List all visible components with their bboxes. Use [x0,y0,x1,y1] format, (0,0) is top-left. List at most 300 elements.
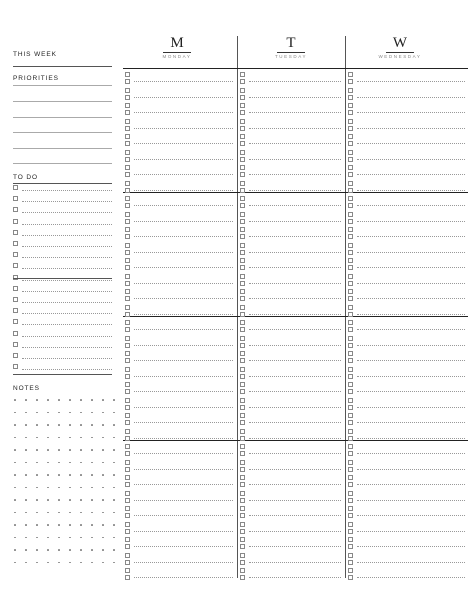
task-line[interactable] [134,159,233,160]
task-checkbox[interactable] [125,482,130,487]
task-line[interactable] [249,314,341,315]
task-line[interactable] [249,376,341,377]
task-line[interactable] [134,252,233,253]
task-checkbox[interactable] [240,119,245,124]
task-line[interactable] [357,531,465,532]
task-checkbox[interactable] [348,312,353,317]
task-line[interactable] [134,515,233,516]
todo-line[interactable] [22,268,112,269]
todo-checkbox[interactable] [13,230,18,235]
task-checkbox[interactable] [240,212,245,217]
task-line[interactable] [357,267,465,268]
todo-line[interactable] [22,324,112,325]
task-checkbox[interactable] [240,513,245,518]
task-line[interactable] [357,329,465,330]
task-line[interactable] [134,283,233,284]
task-line[interactable] [249,438,341,439]
task-checkbox[interactable] [240,79,245,84]
task-line[interactable] [249,267,341,268]
task-checkbox[interactable] [348,389,353,394]
task-checkbox[interactable] [240,560,245,565]
task-line[interactable] [134,329,233,330]
task-line[interactable] [357,515,465,516]
task-line[interactable] [134,531,233,532]
todo-line[interactable] [22,302,112,303]
task-checkbox[interactable] [348,475,353,480]
task-checkbox[interactable] [240,522,245,527]
task-checkbox[interactable] [125,289,130,294]
task-checkbox[interactable] [240,110,245,115]
task-checkbox[interactable] [125,327,130,332]
task-checkbox[interactable] [125,420,130,425]
task-checkbox[interactable] [240,234,245,239]
task-line[interactable] [134,484,233,485]
task-checkbox[interactable] [125,79,130,84]
task-checkbox[interactable] [348,250,353,255]
task-line[interactable] [134,97,233,98]
task-checkbox[interactable] [240,460,245,465]
task-line[interactable] [357,314,465,315]
task-checkbox[interactable] [348,157,353,162]
todo-line[interactable] [22,369,112,370]
task-line[interactable] [357,205,465,206]
task-line[interactable] [134,438,233,439]
task-checkbox[interactable] [125,413,130,418]
task-checkbox[interactable] [348,436,353,441]
task-checkbox[interactable] [125,72,130,77]
task-line[interactable] [249,283,341,284]
task-checkbox[interactable] [125,320,130,325]
task-checkbox[interactable] [240,258,245,263]
task-line[interactable] [249,469,341,470]
task-line[interactable] [134,221,233,222]
task-checkbox[interactable] [348,336,353,341]
task-checkbox[interactable] [125,444,130,449]
task-checkbox[interactable] [348,343,353,348]
task-checkbox[interactable] [348,119,353,124]
todo-checkbox[interactable] [13,342,18,347]
todo-checkbox[interactable] [13,308,18,313]
task-checkbox[interactable] [348,219,353,224]
task-line[interactable] [357,438,465,439]
todo-checkbox[interactable] [13,207,18,212]
todo-line[interactable] [22,190,112,191]
todo-checkbox[interactable] [13,319,18,324]
task-checkbox[interactable] [348,110,353,115]
task-checkbox[interactable] [240,405,245,410]
task-line[interactable] [249,562,341,563]
task-checkbox[interactable] [240,72,245,77]
task-checkbox[interactable] [348,320,353,325]
task-line[interactable] [357,469,465,470]
todo-checkbox[interactable] [13,252,18,257]
task-checkbox[interactable] [348,444,353,449]
task-checkbox[interactable] [125,296,130,301]
task-checkbox[interactable] [348,126,353,131]
task-checkbox[interactable] [125,475,130,480]
todo-checkbox[interactable] [13,331,18,336]
task-line[interactable] [357,484,465,485]
task-checkbox[interactable] [348,165,353,170]
task-checkbox[interactable] [125,429,130,434]
task-checkbox[interactable] [348,281,353,286]
task-line[interactable] [134,546,233,547]
task-line[interactable] [249,422,341,423]
task-checkbox[interactable] [125,119,130,124]
todo-checkbox[interactable] [13,241,18,246]
task-checkbox[interactable] [125,498,130,503]
task-line[interactable] [357,422,465,423]
task-checkbox[interactable] [240,351,245,356]
todo-line[interactable] [22,201,112,202]
task-line[interactable] [249,159,341,160]
task-line[interactable] [134,236,233,237]
task-checkbox[interactable] [240,181,245,186]
task-line[interactable] [357,360,465,361]
priority-line[interactable] [13,163,112,164]
task-checkbox[interactable] [240,296,245,301]
task-checkbox[interactable] [348,553,353,558]
task-line[interactable] [249,97,341,98]
task-checkbox[interactable] [125,460,130,465]
task-checkbox[interactable] [125,467,130,472]
task-checkbox[interactable] [125,537,130,542]
todo-line[interactable] [22,224,112,225]
task-checkbox[interactable] [348,88,353,93]
task-line[interactable] [357,391,465,392]
task-checkbox[interactable] [240,374,245,379]
task-checkbox[interactable] [348,327,353,332]
todo-checkbox[interactable] [13,364,18,369]
task-checkbox[interactable] [125,451,130,456]
task-line[interactable] [134,298,233,299]
task-checkbox[interactable] [240,126,245,131]
task-checkbox[interactable] [240,95,245,100]
task-line[interactable] [357,221,465,222]
task-checkbox[interactable] [125,553,130,558]
task-line[interactable] [357,236,465,237]
task-checkbox[interactable] [125,243,130,248]
task-checkbox[interactable] [125,305,130,310]
task-line[interactable] [357,128,465,129]
task-checkbox[interactable] [348,568,353,573]
task-checkbox[interactable] [348,420,353,425]
task-checkbox[interactable] [240,482,245,487]
task-line[interactable] [134,407,233,408]
task-line[interactable] [357,298,465,299]
task-checkbox[interactable] [348,460,353,465]
task-checkbox[interactable] [240,475,245,480]
task-line[interactable] [357,159,465,160]
task-checkbox[interactable] [125,150,130,155]
todo-line[interactable] [22,358,112,359]
task-checkbox[interactable] [240,568,245,573]
task-checkbox[interactable] [240,382,245,387]
task-checkbox[interactable] [125,358,130,363]
task-line[interactable] [357,81,465,82]
task-checkbox[interactable] [240,134,245,139]
todo-line[interactable] [22,336,112,337]
todo-checkbox[interactable] [13,196,18,201]
task-line[interactable] [134,174,233,175]
todo-line[interactable] [22,257,112,258]
task-checkbox[interactable] [125,513,130,518]
task-checkbox[interactable] [348,537,353,542]
task-checkbox[interactable] [348,181,353,186]
task-checkbox[interactable] [125,165,130,170]
task-line[interactable] [134,345,233,346]
task-checkbox[interactable] [125,351,130,356]
task-line[interactable] [134,469,233,470]
task-checkbox[interactable] [348,274,353,279]
task-checkbox[interactable] [240,444,245,449]
task-checkbox[interactable] [240,553,245,558]
todo-line[interactable] [22,313,112,314]
task-line[interactable] [134,391,233,392]
task-checkbox[interactable] [348,506,353,511]
task-checkbox[interactable] [240,196,245,201]
task-checkbox[interactable] [125,374,130,379]
task-checkbox[interactable] [240,103,245,108]
todo-line[interactable] [22,280,112,281]
task-checkbox[interactable] [240,188,245,193]
task-checkbox[interactable] [348,296,353,301]
task-line[interactable] [134,112,233,113]
task-checkbox[interactable] [240,227,245,232]
task-checkbox[interactable] [125,274,130,279]
task-checkbox[interactable] [240,305,245,310]
task-checkbox[interactable] [348,243,353,248]
task-checkbox[interactable] [125,312,130,317]
task-checkbox[interactable] [348,560,353,565]
task-line[interactable] [357,546,465,547]
task-checkbox[interactable] [125,212,130,217]
todo-line[interactable] [22,291,112,292]
todo-line[interactable] [22,212,112,213]
task-line[interactable] [357,500,465,501]
task-checkbox[interactable] [125,227,130,232]
task-checkbox[interactable] [240,289,245,294]
task-checkbox[interactable] [348,451,353,456]
task-checkbox[interactable] [348,289,353,294]
task-checkbox[interactable] [125,250,130,255]
task-checkbox[interactable] [348,513,353,518]
task-checkbox[interactable] [348,482,353,487]
todo-line[interactable] [22,235,112,236]
task-checkbox[interactable] [240,141,245,146]
task-line[interactable] [134,314,233,315]
task-checkbox[interactable] [240,150,245,155]
task-checkbox[interactable] [125,203,130,208]
task-checkbox[interactable] [240,327,245,332]
task-line[interactable] [357,577,465,578]
task-line[interactable] [134,500,233,501]
task-checkbox[interactable] [240,343,245,348]
task-checkbox[interactable] [125,405,130,410]
priority-line[interactable] [13,148,112,149]
task-line[interactable] [357,345,465,346]
task-checkbox[interactable] [240,451,245,456]
task-line[interactable] [249,453,341,454]
task-checkbox[interactable] [240,320,245,325]
task-line[interactable] [357,190,465,191]
task-line[interactable] [357,174,465,175]
task-checkbox[interactable] [125,181,130,186]
task-line[interactable] [357,112,465,113]
task-line[interactable] [249,221,341,222]
task-line[interactable] [134,562,233,563]
task-checkbox[interactable] [125,491,130,496]
task-checkbox[interactable] [348,103,353,108]
task-checkbox[interactable] [240,420,245,425]
task-line[interactable] [249,577,341,578]
task-checkbox[interactable] [125,219,130,224]
task-checkbox[interactable] [240,491,245,496]
task-checkbox[interactable] [240,219,245,224]
task-checkbox[interactable] [240,165,245,170]
task-checkbox[interactable] [240,398,245,403]
task-checkbox[interactable] [125,188,130,193]
task-checkbox[interactable] [348,367,353,372]
task-checkbox[interactable] [348,265,353,270]
task-line[interactable] [134,267,233,268]
task-checkbox[interactable] [240,281,245,286]
task-checkbox[interactable] [348,351,353,356]
task-checkbox[interactable] [125,522,130,527]
task-line[interactable] [249,236,341,237]
task-checkbox[interactable] [240,467,245,472]
todo-checkbox[interactable] [13,353,18,358]
task-checkbox[interactable] [240,529,245,534]
task-checkbox[interactable] [125,281,130,286]
task-line[interactable] [249,345,341,346]
task-checkbox[interactable] [348,544,353,549]
task-checkbox[interactable] [348,429,353,434]
task-checkbox[interactable] [125,568,130,573]
priority-line[interactable] [13,101,112,102]
task-checkbox[interactable] [125,95,130,100]
priority-line[interactable] [13,117,112,118]
task-checkbox[interactable] [348,234,353,239]
task-checkbox[interactable] [348,95,353,100]
task-line[interactable] [249,407,341,408]
task-checkbox[interactable] [348,398,353,403]
task-checkbox[interactable] [348,413,353,418]
task-line[interactable] [249,515,341,516]
task-line[interactable] [134,360,233,361]
task-checkbox[interactable] [125,367,130,372]
task-checkbox[interactable] [348,467,353,472]
task-line[interactable] [134,205,233,206]
task-checkbox[interactable] [125,575,130,580]
task-checkbox[interactable] [348,405,353,410]
task-line[interactable] [249,500,341,501]
task-checkbox[interactable] [125,529,130,534]
todo-checkbox[interactable] [13,297,18,302]
task-line[interactable] [134,190,233,191]
task-checkbox[interactable] [348,358,353,363]
task-checkbox[interactable] [240,358,245,363]
task-line[interactable] [249,128,341,129]
task-checkbox[interactable] [348,575,353,580]
task-line[interactable] [249,190,341,191]
task-checkbox[interactable] [348,305,353,310]
task-line[interactable] [357,453,465,454]
task-line[interactable] [249,531,341,532]
task-line[interactable] [134,453,233,454]
task-checkbox[interactable] [125,506,130,511]
task-checkbox[interactable] [240,429,245,434]
task-checkbox[interactable] [240,506,245,511]
todo-line[interactable] [22,347,112,348]
task-line[interactable] [357,562,465,563]
todo-checkbox[interactable] [13,286,18,291]
task-checkbox[interactable] [240,498,245,503]
task-checkbox[interactable] [240,436,245,441]
task-line[interactable] [249,174,341,175]
task-checkbox[interactable] [240,389,245,394]
task-checkbox[interactable] [240,575,245,580]
task-checkbox[interactable] [240,250,245,255]
task-checkbox[interactable] [348,203,353,208]
task-checkbox[interactable] [348,258,353,263]
task-checkbox[interactable] [240,243,245,248]
task-line[interactable] [249,391,341,392]
task-checkbox[interactable] [348,522,353,527]
todo-line[interactable] [22,246,112,247]
task-checkbox[interactable] [240,172,245,177]
task-checkbox[interactable] [125,126,130,131]
task-line[interactable] [249,112,341,113]
task-checkbox[interactable] [348,227,353,232]
task-line[interactable] [249,143,341,144]
task-checkbox[interactable] [348,134,353,139]
task-checkbox[interactable] [348,72,353,77]
task-checkbox[interactable] [125,234,130,239]
task-checkbox[interactable] [125,172,130,177]
task-checkbox[interactable] [125,336,130,341]
task-checkbox[interactable] [125,258,130,263]
task-checkbox[interactable] [125,544,130,549]
task-checkbox[interactable] [125,343,130,348]
task-line[interactable] [249,546,341,547]
task-line[interactable] [134,577,233,578]
task-checkbox[interactable] [240,274,245,279]
task-line[interactable] [134,376,233,377]
task-line[interactable] [357,252,465,253]
task-line[interactable] [134,81,233,82]
task-checkbox[interactable] [240,157,245,162]
task-checkbox[interactable] [348,529,353,534]
task-checkbox[interactable] [348,212,353,217]
task-line[interactable] [134,422,233,423]
task-checkbox[interactable] [125,103,130,108]
task-checkbox[interactable] [240,367,245,372]
task-checkbox[interactable] [240,336,245,341]
task-line[interactable] [357,97,465,98]
task-checkbox[interactable] [240,544,245,549]
task-checkbox[interactable] [125,436,130,441]
task-checkbox[interactable] [125,398,130,403]
task-checkbox[interactable] [125,265,130,270]
task-line[interactable] [357,407,465,408]
task-checkbox[interactable] [348,196,353,201]
task-checkbox[interactable] [125,157,130,162]
task-checkbox[interactable] [348,382,353,387]
task-line[interactable] [357,283,465,284]
task-checkbox[interactable] [348,79,353,84]
todo-checkbox[interactable] [13,185,18,190]
